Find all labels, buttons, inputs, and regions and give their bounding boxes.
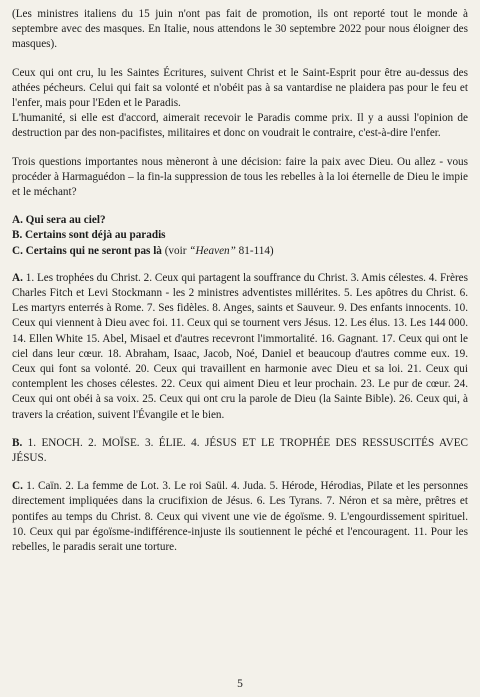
believers-paragraph: Ceux qui ont cru, lu les Saintes Écritures, suivent Christ et le Saint-Esprit pour être au-dessus des athées pécheurs. Celui qui fait sa volonté et n'obéit pas à sa vantardise ne plaidera pas pour le feu et l'enfer, mais pour l'Eden et le Paradis. xyxy=(12,66,468,110)
question-c-ref-prefix: (voir xyxy=(161,244,190,257)
page-number: 5 xyxy=(237,678,243,690)
answer-a-text: 1. Les trophées du Christ. 2. Ceux qui partagent la souffrance du Christ. 3. Amis célestes. 4. Frères Charles Fitch et Levi Stockmann - les 2 ministres adventistes millérites. 5. Les apôtres du Christ. 6. Les martyrs enterrés à Rome. 7. Ses fidèles. 8. Anges, saints et Sauveur. 9. Des enfants innocents. 10. Ceux qui viennent à Dieu avec foi. 11. Ceux qui se tournent vers Jésus. 12. Les élus. 13. Les 144 000. 14. Ellen White 15. Abel, Misael et d'autres recevront l'immortalité. 16. Gagnant. 17. Ceux qui ont le ciel dans leur cœur. 18. Abraham, Isaac, Jacob, Noé, Daniel et beaucoup d'autres comme eux. 19. Ceux qui font sa volonté. 20. Ceux qui travaillent en harmonie avec Dieu et sa loi. 21. Ceux qui contemplent les choses célestes. 22. Ceux qui aiment Dieu et leur prochain. 23. Le pur de cœur. 24. Ceux qui ont obéi à sa voix. 25. Ceux qui ont cru la parole de Dieu (la Sainte Bible). 26. Ceux qui, à travers la création, suivent l'Évangile et le bien. xyxy=(12,271,468,421)
answer-b-text: 1. ENOCH. 2. MOÏSE. 3. ÉLIE. 4. JÉSUS ET LE TROPHÉE DES RESSUSCITÉS AVEC JÉSUS. xyxy=(12,436,468,465)
question-c-ref-suffix: 81-114) xyxy=(235,244,274,257)
answer-c-label: C. xyxy=(12,480,23,493)
answer-c-paragraph xyxy=(12,479,468,555)
questions-paragraph: Trois questions importantes nous mèneront à une décision: faire la paix avec Dieu. Ou allez - vous procéder à Harmaguédon – la fin-la suppression de tous les rebelles à la loi éternelle de Dieu le impie et le méchant? xyxy=(12,155,468,199)
answer-a-paragraph xyxy=(12,271,468,423)
question-c-text: C. Certains qui ne seront pas là xyxy=(12,244,162,257)
humanity-paragraph: L'humanité, si elle est d'accord, aimerait recevoir le Paradis comme prix. Il y a aussi l'opinion de destruction par des non-pacifistes, militaires et donc on voudrait le contraire, c'est-à-dire l'enfer. xyxy=(12,112,468,140)
question-b xyxy=(12,228,468,243)
intro-paragraph: (Les ministres italiens du 15 juin n'ont pas fait de promotion, ils ont reporté tout le monde à septembre avec des masques. En Italie, nous attendons le 30 septembre 2022 pour nous éloigner des masques). xyxy=(12,8,468,51)
answer-a-label: A. xyxy=(12,271,23,284)
answer-b-paragraph xyxy=(12,436,468,466)
question-a-text: A. Qui sera au ciel? xyxy=(12,214,106,227)
question-c xyxy=(12,244,468,259)
answer-b-label: B. xyxy=(12,436,23,449)
question-b-text: B. Certains sont déjà au paradis xyxy=(12,229,166,242)
question-c-ref-title: “Heaven” xyxy=(189,244,236,257)
answer-c-text: 1. Caïn. 2. La femme de Lot. 3. Le roi Saül. 4. Juda. 5. Hérode, Hérodias, Pilate et les personnes directement impliquées dans la crucifixion de Jésus. 6. Les Tyrans. 7. Néron et sa mère, prêtres et pontifes au temps du Christ. 8. Ceux qui vivent une vie de égoïsme. 9. L'engourdissement spirituel. 10. Ceux qui par égoïsme-indifférence-injuste ils soutiennent le péché et l'encouragent. 11. Pour les rebelles, le paradis serait une torture. xyxy=(12,480,468,554)
question-a xyxy=(12,213,468,228)
